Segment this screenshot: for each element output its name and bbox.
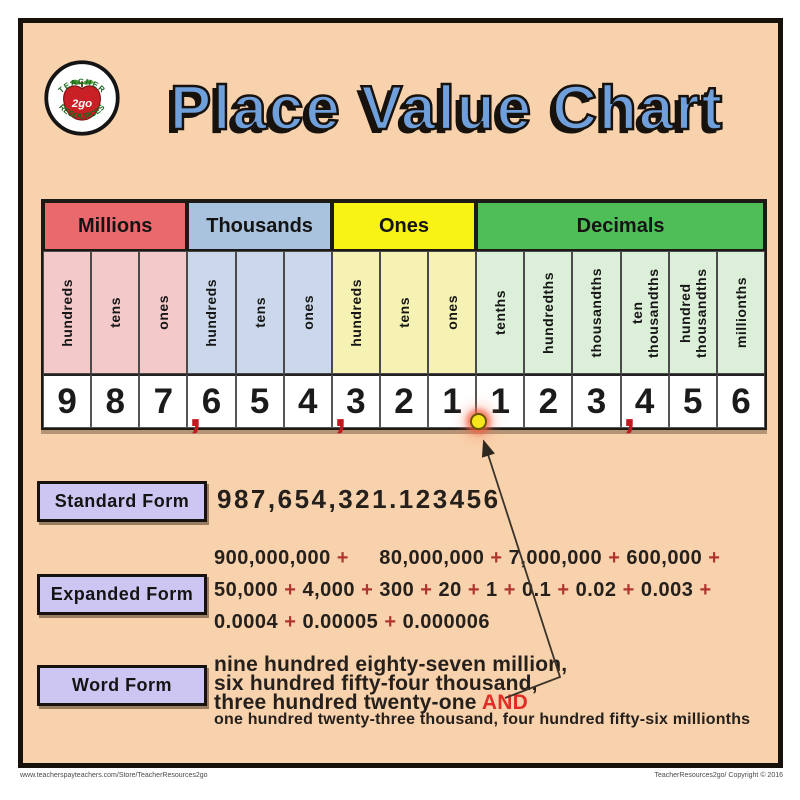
- group-header-thousands: Thousands: [187, 201, 331, 251]
- footer-copyright: TeacherResources2go/ Copyright © 2016: [654, 772, 783, 779]
- logo-center-text: 2go: [71, 98, 93, 111]
- word-form-line: three hundred twenty-one AND: [214, 691, 529, 714]
- place-label: hundreds: [43, 251, 91, 374]
- standard-form-label: Standard Form: [37, 481, 207, 522]
- digit-cell: 3: [332, 374, 380, 428]
- digit-cell: 8: [91, 374, 139, 428]
- page-title: Place Value Chart: [169, 74, 725, 143]
- expanded-form-label: Expanded Form: [37, 574, 207, 615]
- digit-cell: 2: [524, 374, 572, 428]
- expanded-form-line: 50,000 + 4,000 + 300 + 20 + 1 + 0.1 + 0.02 + 0.003 +: [214, 579, 712, 601]
- place-label: tens: [236, 251, 284, 374]
- place-label: hundredths: [524, 251, 572, 374]
- digit-cell: 7: [139, 374, 187, 428]
- expanded-form-line: 0.0004 + 0.00005 + 0.000006: [214, 611, 491, 633]
- place-label: ten thousandths: [621, 251, 669, 374]
- digit-cell: 2: [380, 374, 428, 428]
- teacher-resources-logo: [44, 60, 120, 136]
- logo-arc-top-text: TEACHER: [56, 77, 108, 95]
- place-value-table: [41, 199, 767, 430]
- expanded-form-line: 900,000,000 + 80,000,000 + 7,000,000 + 600,000 +: [214, 547, 721, 569]
- place-label: tens: [91, 251, 139, 374]
- footer-store-url: www.teacherspayteachers.com/Store/TeacherResources2go: [20, 772, 208, 779]
- digit-cell: 4: [621, 374, 669, 428]
- digit-cell: 3: [572, 374, 620, 428]
- group-header-millions: Millions: [43, 201, 187, 251]
- place-label: millionths: [717, 251, 765, 374]
- group-header-decimals: Decimals: [476, 201, 765, 251]
- place-label: hundreds: [187, 251, 235, 374]
- place-label: ones: [428, 251, 476, 374]
- place-label: tenths: [476, 251, 524, 374]
- digit-cell: 1: [428, 374, 476, 428]
- place-label: tens: [380, 251, 428, 374]
- decimal-point-dot: [470, 413, 487, 430]
- standard-form-value: 987,654,321.123456: [217, 484, 501, 514]
- digit-cell: 4: [284, 374, 332, 428]
- group-header-ones: Ones: [332, 201, 476, 251]
- place-label: thousandths: [572, 251, 620, 374]
- logo-arc-bottom-text: RESOURCES: [57, 102, 107, 121]
- digit-cell: 1: [476, 374, 524, 428]
- digit-cell: 9: [43, 374, 91, 428]
- place-label: hundred thousandths: [669, 251, 717, 374]
- digit-cell: 5: [669, 374, 717, 428]
- place-label: ones: [139, 251, 187, 374]
- digit-cell: 5: [236, 374, 284, 428]
- digit-cell: 6: [187, 374, 235, 428]
- word-form-line: six hundred fifty-four thousand,: [214, 672, 538, 695]
- word-form-label: Word Form: [37, 665, 207, 706]
- word-form-line: one hundred twenty-three thousand, four hundred fifty-six millionths: [214, 711, 751, 728]
- word-form-line: nine hundred eighty-seven million,: [214, 653, 568, 676]
- place-label: hundreds: [332, 251, 380, 374]
- digit-cell: 6: [717, 374, 765, 428]
- place-label: ones: [284, 251, 332, 374]
